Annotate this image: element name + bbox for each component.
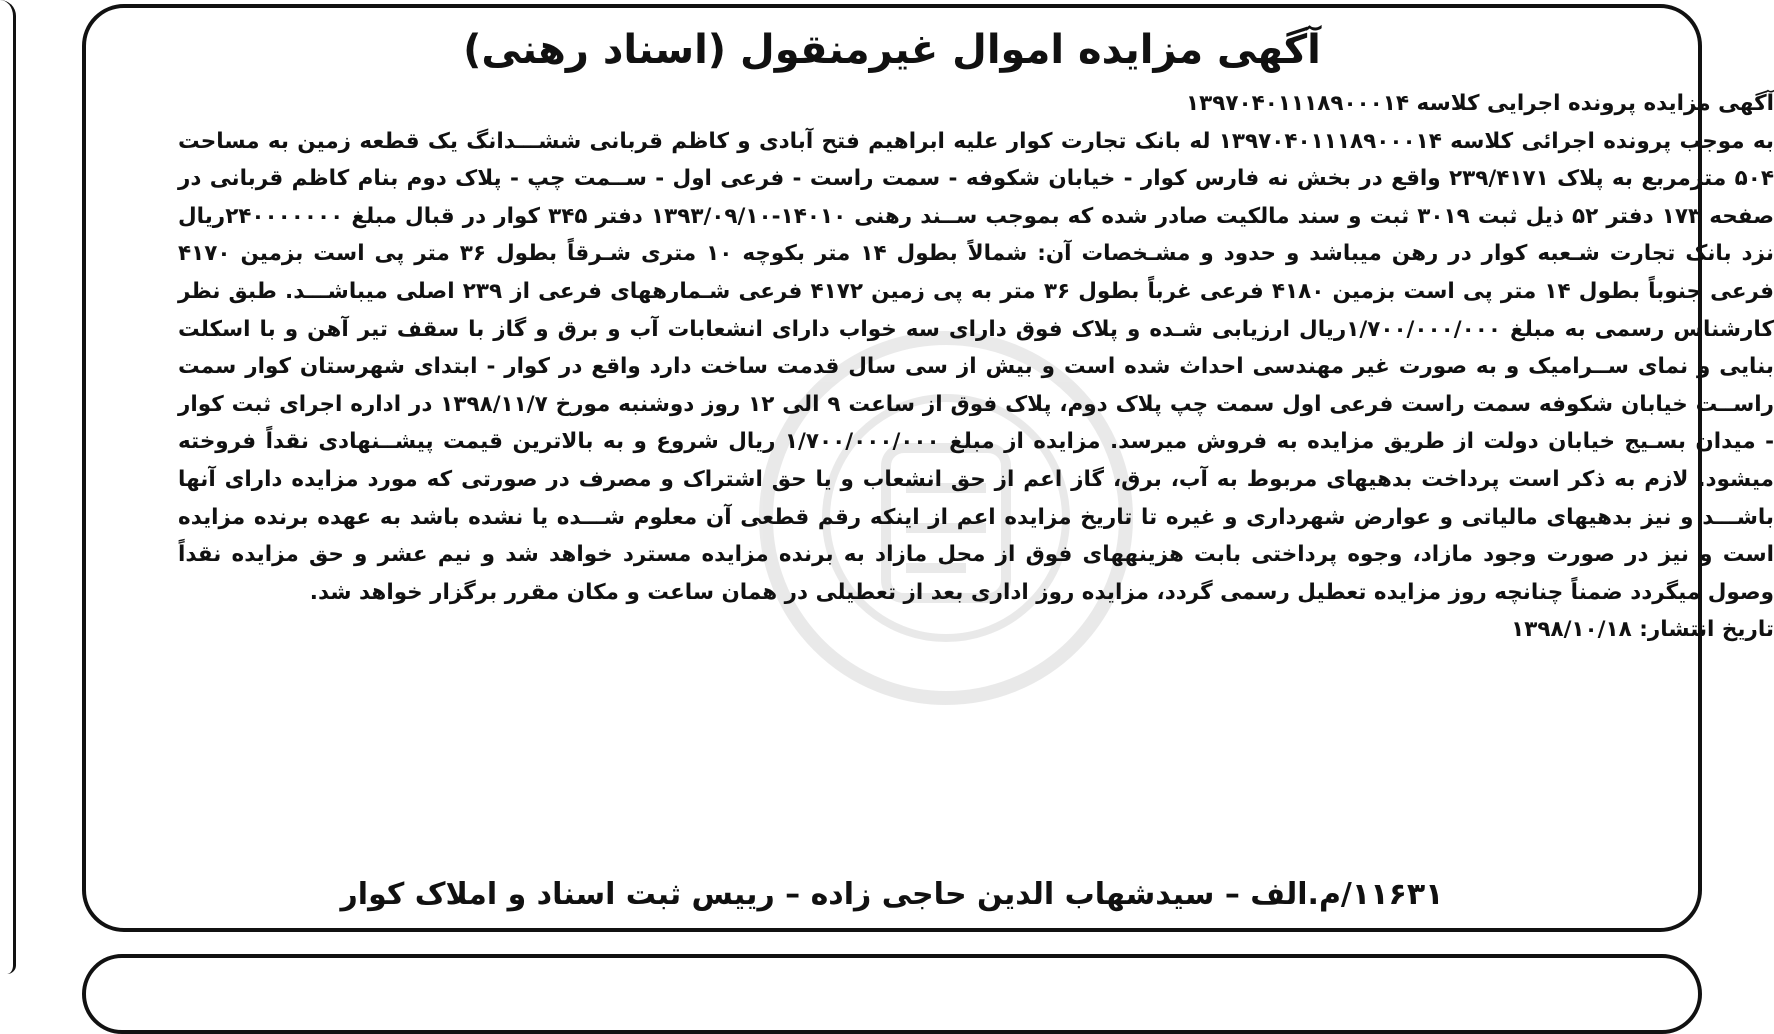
next-notice-box <box>82 954 1702 1034</box>
left-column-border <box>0 0 16 974</box>
auction-notice-box <box>82 4 1774 932</box>
notice-signature: ۱۱۶۳۱/م.الف – سیدشهاب الدین حاجی زاده – رییس ثبت اسناد و املاک کوار <box>340 877 1444 912</box>
notice-body <box>178 85 1774 649</box>
notice-title: آگهی مزایده اموال غیرمنقول (اسناد رهنی) <box>463 27 1321 73</box>
case-file-line: آگهی مزایده پرونده اجرایی کلاسه ۱۳۹۷۰۴۰۱۱۱۸۹۰۰۰۱۴ <box>1185 91 1774 116</box>
notice-paragraph: به موجب پرونده اجرائی کلاسه ۱۳۹۷۰۴۰۱۱۱۸۹۰۰۰۱۴ له بانک تجارت کوار علیه ابراهیم فتح آبادی و کاظم قربانی ششـــدانگ یک قطعه زمین به مساحت ۵۰۴ مترمربع به پلاک ۲۳۹/۴۱۷۱ واقع در بخش نه فارس کوار - خیابان شکوفه - سمت راست - فرعی اول - ســمت چپ - پلاک دوم بنام کاظم قربانی در صفحه ۱۷۳ دفتر ۵۲ ذیل ثبت ۳۰۱۹ ثبت و سند مالکیت صادر شده که بموجب ســند رهنی ۱۴۰۱۰-۱۳۹۳/۰۹/۱۰ دفتر ۳۴۵ کوار در قبال مبلغ ۲۴۰۰۰۰۰۰۰ریال نزد بانک تجارت شـعبه کوار در رهن میباشد و حدود و مشـخصات آن: شمالاً بطول ۱۴ متر بکوچه ۱۰ متری شـرقاً بطول ۳۶ متر پی است بزمین ۴۱۷۰ فرعی جنوباً بطول ۱۴ متر پی است بزمین ۴۱۸۰ فرعی غرباً بطول ۳۶ متر به پی زمین ۴۱۷۲ فرعی شـمارههای فرعی از ۲۳۹ اصلی میباشـــد. طبق نظر کارشناس رسمی به مبلغ ۱/۷۰۰/۰۰۰/۰۰۰ریال ارزیابی شـده و پلاک فوق دارای سه خواب دارای انشعابات آب و برق و گاز با سقف تیر آهن و با اسکلت بنایی و نمای ســرامیک و به صورت غیر مهندسی احداث شده است و بیش از سی سال قدمت ساخت دارد واقع در کوار - ابتدای شهرستان کوار سمت راســت خیابان شکوفه سمت راست فرعی اول سمت چپ پلاک دوم، پلاک فوق از ساعت ۹ الی ۱۲ روز دوشنبه مورخ ۱۳۹۸/۱۱/۷ در اداره اجرای ثبت کوار - میدان بسـیج خیابان دولت از طریق مزایده به فروش میرسد. مزایده از مبلغ ۱/۷۰۰/۰۰۰/۰۰۰ ریال شروع و به بالاترین قیمت پیشــنهادی نقداً فروخته میشود. لازم به ذکر است پرداخت بدهیهای مربوط به آب، برق، گاز اعم از حق انشعاب و یا حق اشتراک و مصرف در صورتی که مورد مزایده دارای آنها باشـــد و نیز بدهیهای مالیاتی و عوارض شهرداری و غیره تا تاریخ مزایده اعم از اینکه رقم قطعی آن معلوم شـــده یا نشده باشد به عهده برنده مزایده است و نیز در صورت وجود مازاد، وجوه پرداختی بابت هزینههای فوق از محل مازاد به برنده مزایده مسترد خواهد شد و نیم عشر و حق مزایده نقداً وصول میگردد ضمناً چنانچه روز مزایده تعطیل رسمی گردد، مزایده روز اداری بعد از تعطیلی در همان ساعت و مکان مقرر برگزار خواهد شد. <box>178 128 1774 605</box>
publish-date-line: تاریخ انتشار: ۱۳۹۸/۱۰/۱۸ <box>1511 617 1774 643</box>
